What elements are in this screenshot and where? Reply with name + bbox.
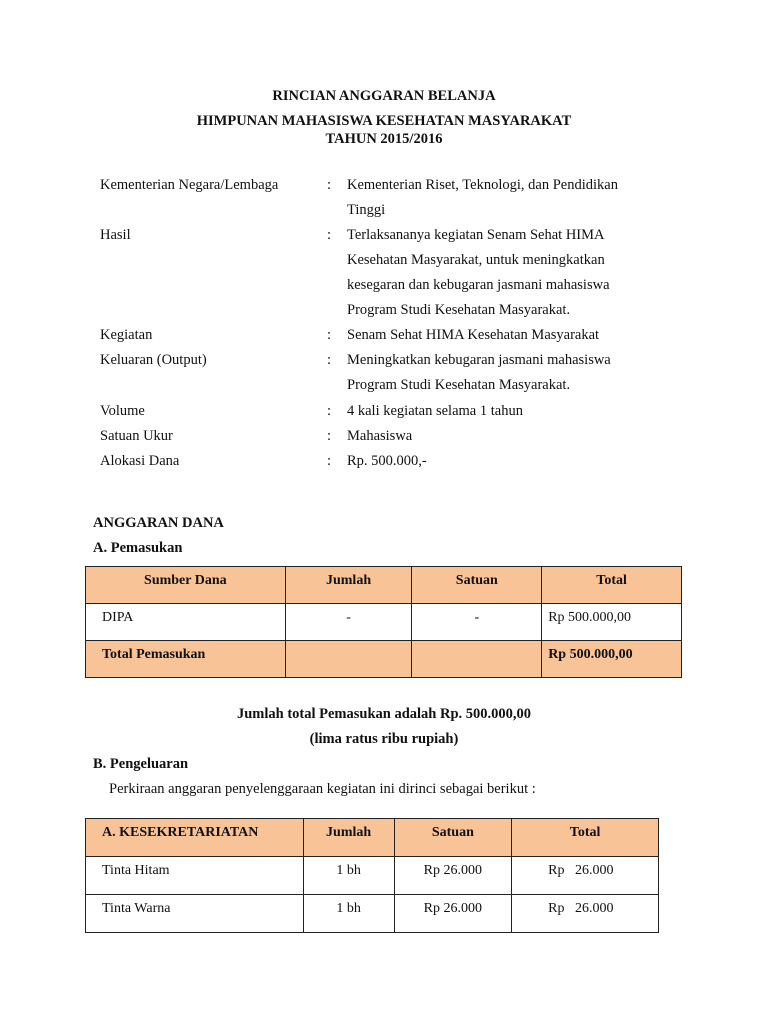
info-colon: : — [327, 403, 332, 419]
table-cell: - — [412, 604, 542, 641]
info-colon: : — [327, 227, 332, 243]
info-colon: : — [327, 177, 332, 193]
info-value: Meningkatkan kebugaran jasmani mahasiswa — [347, 352, 611, 368]
table-cell: Rp 26.000 — [512, 895, 659, 933]
table-cell — [412, 641, 542, 678]
column-header: Jumlah — [303, 819, 394, 857]
info-colon: : — [327, 327, 332, 343]
info-label: Satuan Ukur — [100, 428, 173, 444]
anggaran-heading: ANGGARAN DANA — [93, 515, 224, 531]
info-value: Kesehatan Masyarakat, untuk meningkatkan — [347, 252, 605, 268]
table-cell: DIPA — [86, 604, 286, 641]
info-value: 4 kali kegiatan selama 1 tahun — [347, 403, 523, 419]
column-header: Satuan — [412, 567, 542, 604]
info-label: Keluaran (Output) — [100, 352, 207, 368]
info-value: Tinggi — [347, 202, 386, 218]
pemasukan-table — [85, 566, 682, 678]
table-cell — [285, 641, 412, 678]
table-cell: 1 bh — [303, 857, 394, 895]
table-cell: Rp 500.000,00 — [542, 604, 682, 641]
table-cell: Tinta Hitam — [86, 857, 304, 895]
table-cell: - — [285, 604, 412, 641]
column-header: Jumlah — [285, 567, 412, 604]
pemasukan-heading: A. Pemasukan — [93, 540, 183, 556]
info-colon: : — [327, 453, 332, 469]
year-title: TAHUN 2015/2016 — [325, 131, 443, 147]
info-value: Program Studi Kesehatan Masyarakat. — [347, 302, 571, 318]
table-cell: Rp 500.000,00 — [542, 641, 682, 678]
column-header: A. KESEKRETARIATAN — [86, 819, 304, 857]
table-row — [86, 857, 659, 895]
info-value: Mahasiswa — [347, 428, 413, 444]
summary-total: Jumlah total Pemasukan adalah Rp. 500.000,00 — [236, 706, 532, 722]
column-header: Total — [512, 819, 659, 857]
pengeluaran-intro: Perkiraan anggaran penyelenggaraan kegiatan ini dirinci sebagai berikut : — [109, 781, 536, 797]
organization-title: HIMPUNAN MAHASISWA KESEHATAN MASYARAKAT — [196, 113, 572, 129]
table-cell: 1 bh — [303, 895, 394, 933]
table-row — [86, 604, 682, 641]
table-row — [86, 895, 659, 933]
info-value: kesegaran dan kebugaran jasmani mahasiswa — [347, 277, 610, 293]
info-value: Rp. 500.000,- — [347, 453, 427, 469]
column-header: Sumber Dana — [86, 567, 286, 604]
table-cell: Rp 26.000 — [512, 857, 659, 895]
column-header: Total — [542, 567, 682, 604]
table-cell: Tinta Warna — [86, 895, 304, 933]
table-cell: Total Pemasukan — [86, 641, 286, 678]
info-value: Kementerian Riset, Teknologi, dan Pendidikan — [347, 177, 618, 193]
info-label: Kementerian Negara/Lembaga — [100, 177, 279, 193]
pengeluaran-heading: B. Pengeluaran — [93, 756, 189, 772]
info-label: Kegiatan — [100, 327, 153, 343]
table-cell: Rp 26.000 — [394, 895, 512, 933]
info-label: Alokasi Dana — [100, 453, 180, 469]
table-header-row — [86, 567, 682, 604]
info-value: Terlaksananya kegiatan Senam Sehat HIMA — [347, 227, 605, 243]
table-total-row — [86, 641, 682, 678]
table-cell: Rp 26.000 — [394, 857, 512, 895]
table-header-row — [86, 819, 659, 857]
info-value: Senam Sehat HIMA Kesehatan Masyarakat — [347, 327, 600, 343]
info-value: Program Studi Kesehatan Masyarakat. — [347, 377, 571, 393]
info-label: Volume — [100, 403, 145, 419]
info-label: Hasil — [100, 227, 131, 243]
summary-words: (lima ratus ribu rupiah) — [309, 731, 459, 747]
column-header: Satuan — [394, 819, 512, 857]
info-colon: : — [327, 352, 332, 368]
info-colon: : — [327, 428, 332, 444]
pengeluaran-table — [85, 818, 659, 933]
document-title: RINCIAN ANGGARAN BELANJA — [272, 88, 496, 104]
